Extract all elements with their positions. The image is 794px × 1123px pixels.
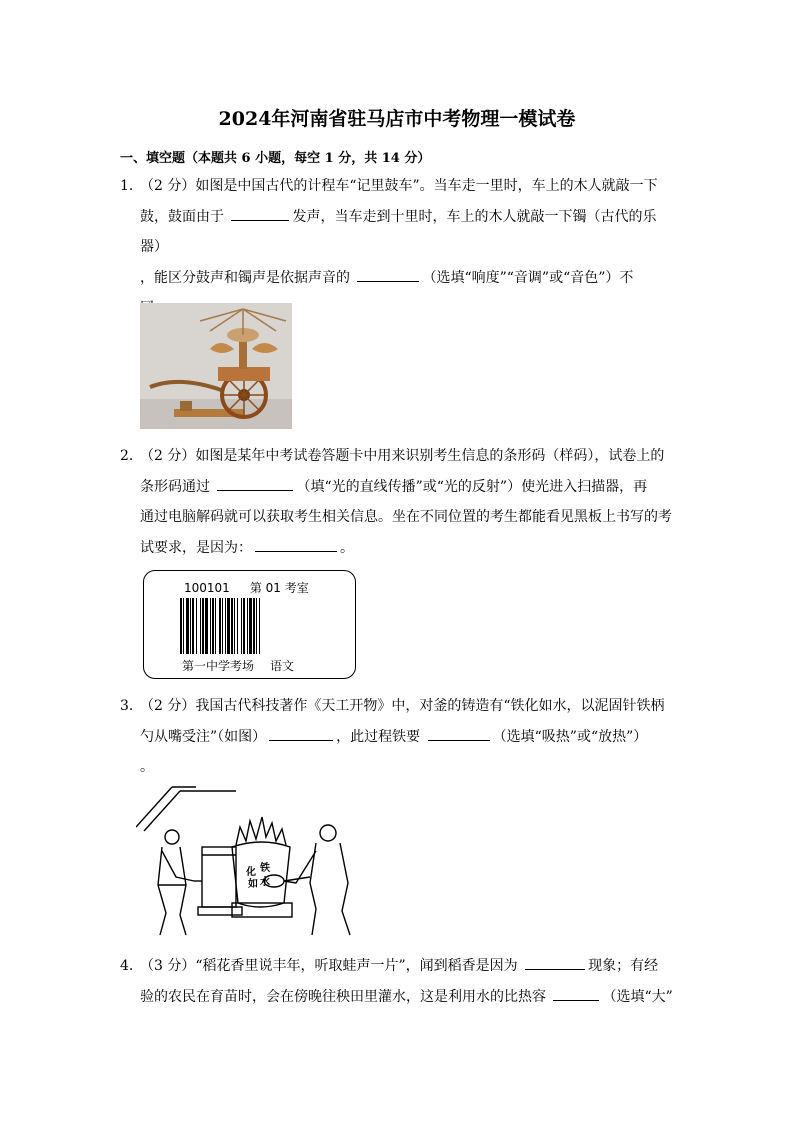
furnace-text: 如 bbox=[248, 879, 258, 890]
question-number: 3． bbox=[120, 698, 143, 714]
casting-illustration bbox=[136, 785, 362, 945]
furnace-text: 水 bbox=[260, 877, 270, 888]
answer-blank[interactable] bbox=[231, 206, 289, 221]
drum-cart-image bbox=[140, 303, 292, 429]
barcode-bars bbox=[180, 598, 310, 654]
barcode-card bbox=[143, 570, 356, 679]
question-number: 4． bbox=[120, 958, 143, 974]
exam-room-label: 第 01 考室 bbox=[249, 581, 309, 595]
answer-blank[interactable] bbox=[428, 726, 490, 741]
question-4: 4．（3 分）“稻花香里说丰年，听取蛙声一片”，闻到稻香是因为 现象；有经 验的农民在育苗时，会在傍晚往秧田里灌水，这是利用水的比热容 （选填“大” bbox=[120, 951, 676, 1012]
answer-blank[interactable] bbox=[217, 476, 293, 491]
school-label: 第一中学考场 bbox=[182, 659, 255, 673]
question-2: 2．（2 分）如图是某年中考试卷答题卡中用来识别考生信息的条形码（样码），试卷上的 条形码通过 （填“光的直线传播”或“光的反射”）使光进入扫描器，再 通过电脑解码就可以获取考生相关信息。坐在不同位置的考生都能看见黑板上书写的考 试要求，是因为： 。 bbox=[120, 441, 676, 563]
question-number: 2． bbox=[120, 448, 143, 464]
answer-blank[interactable] bbox=[269, 726, 333, 741]
answer-blank[interactable] bbox=[553, 986, 599, 1001]
page-title: 2024年河南省驻马店市中考物理一模试卷 bbox=[218, 108, 576, 130]
question-3: 3．（2 分）我国古代科技著作《天工开物》中，对釜的铸造有“铁化如水，以泥固针铁柄 勺从嘴受注”（如图） ，此过程铁要 （选填“吸热”或“放热”） 。 bbox=[120, 691, 676, 783]
barcode-number: 100101 bbox=[184, 581, 230, 595]
question-number: 1． bbox=[120, 178, 143, 194]
answer-blank[interactable] bbox=[255, 537, 337, 552]
furnace-text: 铁 bbox=[260, 863, 270, 874]
answer-blank[interactable] bbox=[357, 267, 419, 282]
furnace-text: 化 bbox=[246, 867, 256, 878]
subject-label: 语文 bbox=[270, 659, 295, 673]
question-1: 1．（2 分）如图是中国古代的计程车“记里鼓车”。当车走一里时，车上的木人就敲一下 鼓，鼓面由于 发声，当车走到十里时，车上的木人就敲一下镯（古代的乐器） ，能区分鼓声和镯声是依据声音的 （选填“响度”“音调”或“音色”）不 bbox=[120, 171, 676, 324]
answer-blank[interactable] bbox=[525, 955, 585, 970]
section-heading: 一、填空题（本题共 6 小题，每空 1 分，共 14 分） bbox=[120, 151, 431, 166]
